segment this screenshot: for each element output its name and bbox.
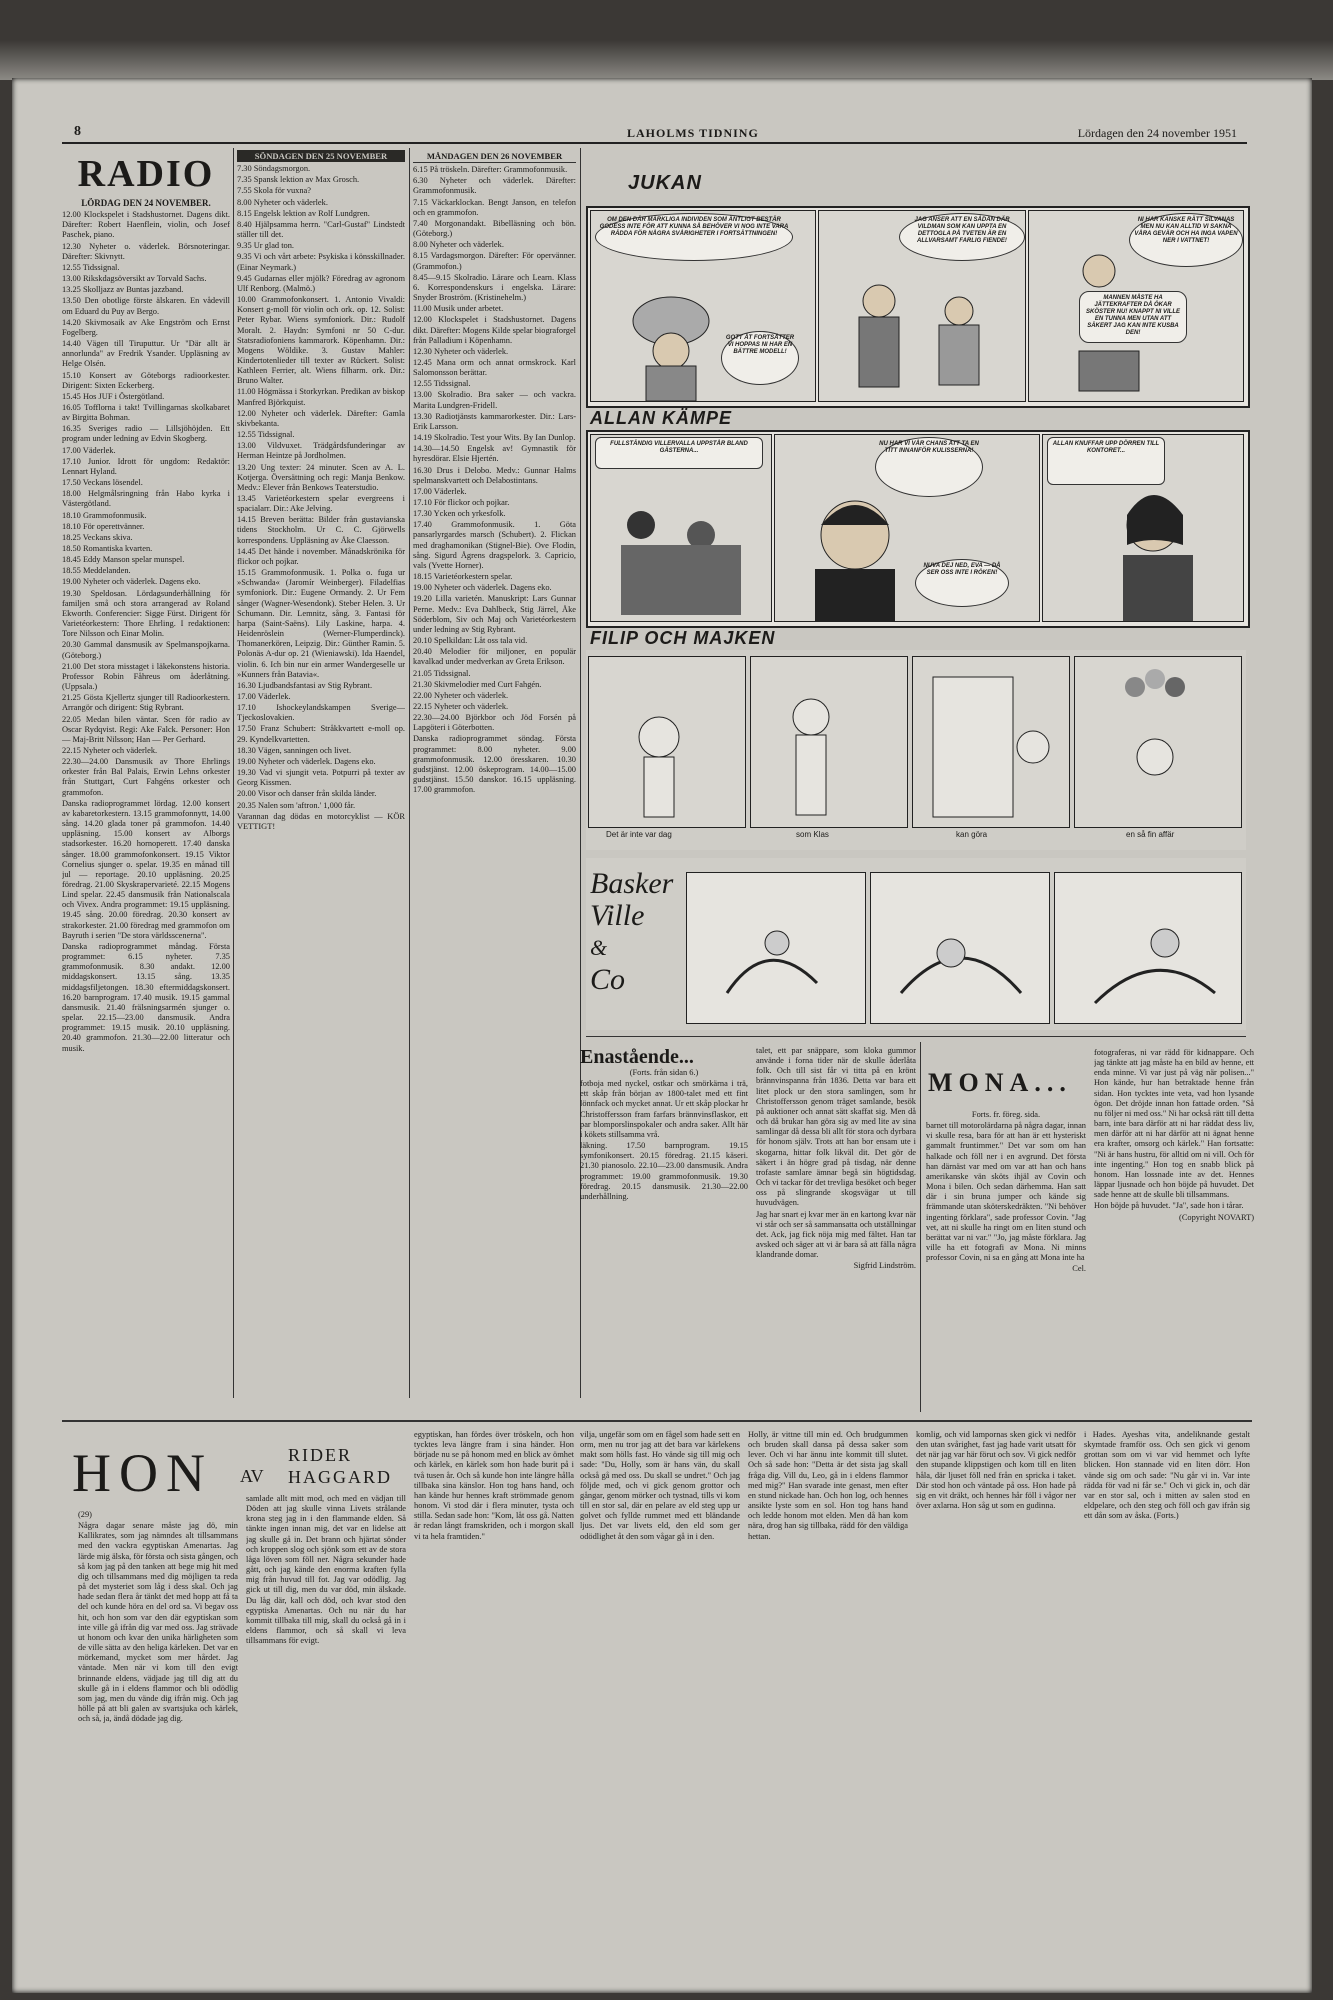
radio-listing: 6.15 På tröskeln. Därefter: Grammofonmusik. — [413, 165, 568, 175]
radio-listing: 13.00 Skolradio. Bra saker — och vackra. Marita Lundgren-Fridell. — [413, 390, 576, 410]
mona-column-1: Forts. fr. föreg. sida. barnet till motorolärdarna på några dagar, innan vi skulle resa, bara för att han är ett hysteriskt gammalt fruntimmer." Det var som om han halkade och föll ner i en avgrund. Det första han därnäst var med om var att han och hans amerikanske vän sköts ihjäl av Covin och Mona i bilen. Och sedan därhemma. Han satt där i sin bruna jumper och kände sig främmande utan sköterskedräkten. "Ni behöver ingenting förklara", sade professor Covin. "Jag vet, att ni skulle ha ringt om en liten stund och berättat var ni var." "Jo, jag måste förklara. Jag ville ha ett fotografi av Mona. Ni minns professor Covin, ni sa en gång att Mona inte ha Cel. — [926, 1110, 1086, 1274]
caption-box: MANNEN MÅSTE HA JÄTTEKRAFTER DÅ ÖKAR SKÖSTER NU! KNAPPT NI VILLE EN TUNNA MEN UTAN ATT SÄKERT JAG KAN INTE KUSBA DEN! — [1079, 291, 1187, 343]
radio-listing: 21.00 Det stora misstaget i läkekonstens historia. Professor Robin Fåhreus om åderlåtning. (Uppsala.) — [62, 661, 230, 692]
radio-listing: 22.00 Nyheter och väderlek. — [413, 690, 509, 700]
radio-listing: 13.00 Vildvuxet. Trädgårdsfunderingar av Herman Heintze på Jordholmen. — [237, 441, 405, 461]
radio-listing: 22.30—24.00 Björkbor och Jöd Forsén på Lapgöteri i Göterbotten. — [413, 713, 576, 733]
radio-listing: 12.00 Klockspelet i Stadshustornet. Dagens dikt. Därefter: Robert Haenflein, violin, och Josef Paschek, piano. — [62, 210, 230, 240]
radio-listing: 21.30 Skivmelodier med Curt Fahgén. — [413, 679, 542, 689]
radio-day-heading: LÖRDAG DEN 24 NOVEMBER. — [81, 198, 211, 208]
serial-installment: (29) — [78, 1510, 92, 1519]
radio-listings-sunday — [237, 164, 405, 832]
serial-av: AV — [240, 1466, 264, 1486]
mona-column-2: fotograferas, ni var rädd för kidnappare. Och jag tänkte att jag måste ha en bild av henne, ett enda minne. Vi var just på väg när polisen..." Hon kände, hur han betraktade henne från sidan. Hon tycktes inte veta, vad hon lysande ögon. Det dröjde innan hon fattade orden. "Så nu följer ni med oss." Ni har också rätt till detta barn, inte bara därför att ni har räddat dess liv, men därför att ni har därför att ni ägnat henne era krafter, omsorg och kärlek." Han fortsatte: "Ni är hans hustru, för alltid om ni vill. Och för inte ingenting." Hon tog en snabb blick på honom. Han lossnade inte av det. Hennes läppar ljusnade och hon böjde på huvudet. Det sade henne att de skulle bli tillsammans. Hon böjde på huvudet. "Ja", sade hon i tårar. (Copyright NOVART) — [1094, 1048, 1254, 1222]
radio-listing: 16.30 Ljudbandsfantasi av Stig Rybrant. — [237, 680, 373, 690]
radio-listing: 7.15 Väckarklockan. Bengt Janson, en telefon och en grammofon. — [413, 197, 576, 217]
radio-listing: 18.10 För operettvänner. — [62, 521, 145, 531]
radio-listing: Danska radioprogrammet måndag. Första programmet: 6.15 nyheter. 7.35 grammofonmusik. 8.30 andakt. 12.00 middagskonsert. 13.15 sång. 13.35 middagsfiljetongen. 18.30 eftermiddagskonsert. 16.20 barnprogram. 17.40 musik. 19.15 gammal dansmusik. 21.40 frälsningsarmén sjunger o. spelar. 22.15—23.00 dansmusik. Andra programmet: 19.15 musik. 20.10 uppläsning. 20.40 grammofon. 21.30—22.00 litteratur och musik. — [62, 941, 230, 1053]
radio-listing: 7.55 Skola för vuxna? — [237, 186, 311, 196]
radio-listing: 12.55 Tidssignal. — [237, 430, 295, 440]
radio-listing: 12.00 Klockspelet i Stadshustornet. Dagens dikt. Därefter: Mogens Kilde spelar biograforgel från Palladium i Köpenhamn. — [413, 315, 576, 345]
comic-figure-balloons — [1075, 657, 1241, 827]
radio-listing: 13.25 Skolljazz av Buntas jazzband. — [62, 285, 184, 295]
radio-listing: 13.20 Ung texter: 24 minuter. Scen av A. L. Kotjerga. Översättning och regi: Manja Benkow. Medv.: Elever från Benkows Teaterstudio. — [237, 462, 405, 492]
radio-listing: 12.30 Nyheter och väderlek. — [413, 346, 509, 356]
radio-listing: 19.30 Vad vi sjungit veta. Potpurri på texter av Georg Kissmen. — [237, 768, 405, 788]
speech-bubble: JAG ANSER ATT EN SÅDAN DÄR VILDMAN SOM KAN UPPTA EN DETTOGLA PÅ TVETEN ÄR EN ALLVARSAMT FARLIG FIENDE! — [899, 213, 1025, 261]
radio-listing: 11.00 Musik under arbetet. — [413, 304, 504, 314]
enastaende-column-1: Enastående... (Forts. från sidan 6.) fotboja med nyckel, ostkar och smörkärna i trä, ett skåp från början av 1800-talet med ett fint lönnfack och mycket annat. Ur ett skåp plockar hr Christoffersson fram farfars brännvinsflaskor, ett par blomporslinspokaler och andra saker. Allt här i kökets stillsamma vrå. läkning. 17.50 barnprogram. 19.15 symfonikonsert. 20.15 föredrag. 21.15 käseri. 21.30 pianosolo. 22.10—23.00 dansmusik. Andra programmet: 19.00 grammofonmusik. 19.30 föredrag. 20.15 dansmusik. 21.30—22.00 underhållning. — [580, 1046, 748, 1201]
radio-listing: 14.15 Breven berätta: Bilder från gustavianska tidens Stockholm. Ur C. C. Gjörwells korrespondens. Uppläsning av Åke Claesson. — [237, 515, 405, 545]
radio-listing: 20.10 Spelkildan: Låt oss tala vid. — [413, 636, 528, 646]
newspaper-name: LAHOLMS TIDNING — [627, 126, 759, 140]
comic-figure-boy — [589, 657, 745, 827]
radio-listing: 8.00 Nyheter och väderlek. — [413, 240, 504, 250]
caption-box: FULLSTÄNDIG VILLERVALLA UPPSTÅR BLAND GÄSTERNA... — [595, 437, 763, 469]
comic-figure-klas — [751, 657, 907, 827]
page-number: 8 — [74, 124, 81, 139]
radio-listing: 14.45 Det hände i november. Månadskrönika för flickor och pojkar. — [237, 546, 405, 566]
radio-listing: 16.35 Sveriges radio — Lillsjöhöjden. Ett program under ledning av Edvin Skogberg. — [62, 424, 230, 444]
comic-title-filip-och-majken: FILIP OCH MAJKEN — [590, 628, 776, 648]
serial-column-6: komlig, och vid lampornas sken gick vi nedför den utan svårighet, fast jag hade varit utsatt för det när jag var här förut och sov. Vi gick nedför den stupande klippstigen och kom till en liten håla, där ljuset föll ned från en spricka i taket. Där stod hon och väntade på oss. Hon hade på sig en vit dräkt, och hennes hår föll i vågor ner över axlarna. Hon såg ut som en gudinna. — [916, 1430, 1076, 1511]
radio-listing: 17.50 Franz Schubert: Stråkkvartett e-moll op. 29. Kyndelkvartetten. — [237, 724, 405, 744]
radio-listing: 8.00 Nyheter och väderlek. — [237, 197, 328, 207]
radio-column-3 — [413, 150, 576, 1400]
comic-title-allan-kampe: ALLAN KÄMPE — [590, 408, 732, 428]
comic-panel — [870, 872, 1050, 1024]
radio-listing: 10.00 Grammofonkonsert. 1. Antonio Vivaldi: Konsert g-moll för violin och ork. op. 12. Solist: Peter Rybar. Wiens symfoniork. Dir.: Rudolf Moralt. 2. Haydn: Symfoni nr 50 C-dur. Statsradiofoniens kammarork. Köpenhamn. Dir.: Mogens Wöldike. 3. Gustav Mahler: Kindertotenlieder till texter av Rückert. Solist: Kathleen Ferrier, alt. Wiens filharm. ork. Dir.: Bruno Walter. — [237, 295, 405, 386]
radio-listing: 13.00 Rikskdagsöversikt av Torvald Sachs. — [62, 274, 207, 284]
comic-figure-dog — [687, 873, 865, 1023]
radio-listing: 17.00 Väderlek. — [237, 691, 291, 701]
radio-listing: 12.45 Mana orm och annat ormskrock. Karl Salomonsson berättar. — [413, 357, 576, 378]
column-rule — [920, 1042, 921, 1412]
issue-date: Lördagen den 24 november 1951 — [1077, 126, 1237, 140]
radio-listing: 17.00 Väderlek. — [413, 486, 467, 496]
comic-panel — [1074, 656, 1242, 828]
comic-strip-jukan — [586, 206, 1250, 408]
comic-figure-dog — [871, 873, 1049, 1023]
radio-listing: 15.45 Hos JUF i Östergötland. — [62, 391, 165, 401]
radio-listing: 17.10 För flickor och pojkar. — [413, 498, 510, 507]
radio-listing: 8.40 Hjälpsamma herrn. "Carl-Gustaf" Lindstedt ställer till det. — [237, 219, 405, 240]
radio-column-2 — [237, 150, 405, 1400]
comic-panel — [818, 210, 1026, 402]
serial-title: HON — [72, 1443, 213, 1503]
radio-listing: 18.55 Meddelanden. — [62, 566, 131, 576]
radio-listing: 19.30 Speldosan. Lördagsunderhållning för familjen små och stora arrangerad av Roland Ekworth. Conferencier: Sigge Fürst. Dirigent för Varietéorkestern: Thore Ehrling. I redaktionen: Tore Nilsson och Einar Molin. — [62, 588, 230, 639]
radio-listing: 18.15 Varietéorkestern spelar. — [413, 572, 513, 582]
column-rule — [409, 148, 410, 1398]
comic-figure-dog — [1055, 873, 1241, 1023]
radio-listing: 14.19 Skolradio. Test your Wits. By Ian Dunlop. — [413, 433, 576, 443]
page-top-edge — [0, 40, 1333, 80]
radio-listing: Varannan dag dödas en motorcyklist — KÖR VETTIGT! — [237, 811, 405, 831]
radio-column-1 — [62, 150, 230, 1400]
radio-listing: 22.05 Medan bilen väntar. Scen för radio av Oscar Rydqvist. Regi: Ake Falck. Personer: Hon — Maj-Britt Nilsson; Han — Per Gerhard. — [62, 714, 230, 744]
radio-listing: 7.30 Söndagsmorgon. — [237, 164, 311, 174]
speech-bubble: NI HAR KANSKE RÄTT SILVANAS MEN NU KAN ALLTID VI SAKNA VÅRA GEVÄR OCH HA INGA VAPEN NER I VATTNET! — [1129, 213, 1243, 267]
comic-panel — [1028, 210, 1244, 402]
comic-strip-allan-kampe — [586, 430, 1250, 628]
section-rule — [62, 1420, 1252, 1422]
masthead — [62, 122, 1247, 144]
radio-listing: 9.45 Gudarnas eller mjölk? Föredrag av agronom Ulf Renborg. (Malmö.) — [237, 273, 405, 293]
serial-column-4: vilja, ungefär som om en fågel som hade sett en orm, men nu tror jag att det bara var kärlekens makt som hölls fast. Ho vände sig till mig och sade: "Du, Holly, som är hans vän, du skall också gå med oss. Du skall se undret." Och jag följde med, och vi gick genom grottor och gångar, genom mörker och tystnad, tills vi kom till en stor sal, där en pelare av eld steg upp ur golvet och fyllde rummet med ett bländande ljus. Det var livets eld, den eld som ger odödlighet åt den som vågar gå in i den. — [580, 1430, 740, 1541]
radio-listing: 18.00 Helgmålsringning från Habo kyrka i Västergötland. — [62, 489, 230, 509]
radio-listing: 20.30 Gammal dansmusik av Spelmanspojkarna. (Göteborg.) — [62, 640, 230, 660]
radio-listing: 8.45—9.15 Skolradio. Lärare och Learn. Klass 6. Korrespondenskurs i engelska. Lärare: Snyder Broström. (Kristinehelm.) — [413, 272, 576, 303]
speech-bubble: NU HAR VI VÅR CHANS ATT TA EN TITT INNANFÖR KULISSERNA! — [875, 437, 983, 497]
radio-listing: Danska radioprogrammet lördag. 12.00 konsert av kabaretorkestern. 13.15 grammofonnytt, 14.00 sång. 14.20 glada toner på grammofon. 14.40 uppläsning. 15.00 konsert av Alborgs stadsorkester. 16.20 hornoperett. 17.40 danska sånger. 18.00 grammofonkonsert. 19.15 Viktor Cornelius sjunger o. spelar. 19.35 en månad till jul — reportage. 20.10 uppläsning. 20.25 föredrag. 21.00 Skyskrapervarieté. 22.15 Mogens Lind spelar. 22.45 dansmusik från Nationalscala och Vivex. Andra programmet: 19.15 uppläsning. 19.45 sång. 20.00 föredrag. 20.30 konsert av strakorkester. 21.00 föredrag med grammofon om Bayruth i serien "De stora världsscenerna". — [62, 798, 230, 940]
comic-caption: kan göra — [956, 830, 988, 839]
comic-panel — [590, 434, 772, 622]
radio-listing: 19.00 Nyheter och väderlek. Dagens eko. — [413, 583, 552, 593]
comic-strip-filip-och-majken — [586, 650, 1246, 850]
radio-listing: 18.45 Eddy Manson spelar munspel. — [62, 555, 185, 565]
comic-panel — [588, 656, 746, 828]
radio-listing: 17.40 Grammofonmusik. 1. Göta pansarlyrgardes marsch (Schubert). 2. Flickan med draghamonikan (Stignel-Bie). Ove Flodin, sång. Sigurd Ågrens dragspelork. 3. Capricio, vals (Yvette Horner). — [413, 520, 576, 570]
radio-listing: 17.00 Väderlek. — [62, 445, 116, 455]
radio-listing: 14.30—14.50 Engelsk av! Gymnastik för hyresdörar. Elsie Hjertén. — [413, 444, 576, 464]
serial-column-3: egyptiskan, han fördes över tröskeln, och hon tycktes leva längre fram i sina händer. Hon började nu se på honom med en blick av ömhet och kärlek, en kärlek som hon hade burit på i två tusen år. Och så kunde hon inte längre hålla tillbaka sina känslor. Hon tog hans hand, och han kände hur hennes kraft strömmade genom honom. Vi stod där i flera minuter, tysta och stilla. Sedan sade hon: "Kom, låt oss gå. Natten är redan långt framskriden, och i morgon skall vi ta hela framtiden." — [414, 1430, 574, 1541]
radio-listing: 20.35 Nalen som 'aftron.' 1,000 får. — [237, 800, 356, 810]
speech-bubble: OM DEN DÄR MÄRKLIGA INDIVIDEN SOM ÄNTLIGT BESTÄR GODESS INTE FÖR ATT KUNNA SÅ BEHÖVER VI NOG INTE VARA RÄDDA FÖR NÅGRA SVÅRIGHETER I FORTSÄTTNINGEN! — [595, 213, 793, 261]
column-rule — [233, 148, 234, 1398]
radio-listing: 22.15 Nyheter och väderlek. — [413, 701, 509, 711]
radio-listing: 9.35 Ur glad ton. — [237, 241, 294, 251]
radio-listing: 22.30—24.00 Dansmusik av Thore Ehrlings orkester från Bal Palais, Erwin Lehns orkester från Stuttgart, Curt Fahgéns orkester och grammofon. — [62, 757, 230, 797]
mona-heading: MONA... — [928, 1068, 1072, 1097]
radio-listing: 8.15 Vardagsmorgon. Därefter: För opervänner. (Grammofon.) — [413, 251, 576, 271]
serial-column-2: samlade allt mitt mod, och med en vädjan till Döden att jag skulle vinna Livets strålande krona steg jag in i den flammande elden. Så tänkte ingen innan mig, det var en lidelse att jag skulle gå in. Det brann och hjärtat sönder och kroppen slog och sjönk som ett av de stora låga löven som föll ner. Några sekunder hade gått, och jag kände den enorma kraften fylla mig från huvud till fot. Jag var odödlig. Jag gick ut till dig, men du var död, min älskade. Du låg där, kall och död, och kvar stod den egyptiska Amenartas. Och nu när du har kommit tillbaka till mig, skall du också gå in i eldens flammor, och så skall vi leva tillsammans för evigt. — [246, 1494, 406, 1646]
radio-listing: 16.05 Tofflorna i takt! Tvillingarnas skolkabaret av Birgitta Bohman. — [62, 402, 230, 423]
radio-listing: 7.40 Morgonandakt. Bibelläsning och bön. (Göteborg.) — [413, 218, 576, 239]
radio-listing: 18.25 Veckans skiva. — [62, 532, 133, 542]
comic-caption: Det är inte var dag — [606, 830, 672, 839]
serial-column-7: i Hades. Ayeshas vita, andeliknande gestalt skymtade framför oss. Och sen gick vi genom grottan som om vi var vid hemmet och lyfte blicken. Hon stannade vid en liten dörr. Hon vände sig om och sade: "Nu går vi in. Var inte rädda för vad ni får se." Och vi gick in, och där var en stor sal, och i mitten av salen stod en eldpelare, och den steg och föll och gav ifrån sig ett dån som av åska. (Forts.) — [1084, 1430, 1250, 1521]
radio-listing: 14.40 Vägen till Tiruputtur. Ur "Där allt är annorlunda" av Fredrik Ysander. Uppläsning av Helge Olsén. — [62, 339, 230, 369]
enastaende-heading: Enastående... — [580, 1046, 694, 1068]
radio-listing: 12.00 Nyheter och väderlek. Därefter: Gamla skivbekanta. — [237, 408, 405, 428]
caption-box: ALLAN KNUFFAR UPP DÖRREN TILL KONTORET... — [1047, 437, 1165, 485]
radio-listings-monday — [413, 165, 576, 795]
speech-bubble: NUVA DEJ NED, EVA — DÅ SER OSS INTE I RÖKEN! — [915, 559, 1009, 607]
enastaende-column-2: talet, ett par snäppare, som kloka gummor använde i forna tider när de skulle åderlåta folk. Och till sist får vi titta på en krönt brännvinspanna från 1836. Detta var bara ett litet plock ur den stora samlingen, som hr Christoffersson genom träget samlande, besök på auktioner och annat sätt skaffat sig. Men då och då brukar han göra sig av med lite av sina samlingar då dessa bli allt för stora och dyrbara för honom själv. Trots att han bor ensam ute i skogarna, hittar folk likväl dit. Det gör de säkert i än högre grad på tisdag, när denne trofaste samlare ämnar begå sin högtidsdag. Och vi tackar för det trevliga besöket och beger oss på slingrande skogsvägar ut till huvudvägen. Jag har snart ej kvar mer än en kartong kvar när vi står och ser så sammansatta och utställningar det. Ack, jag fick nöja mig med fältet. Han tar avsked och säger att vi är bara så att fälla några klandrande domar. Sigfrid Lindström. — [756, 1046, 916, 1271]
serial-author: RIDER HAGGARD — [288, 1445, 392, 1487]
radio-listing: 22.15 Nyheter och väderlek. — [62, 745, 158, 755]
radio-listing: 15.15 Grammofonmusik. 1. Polka o. fuga ur »Schwanda« (Jaromír Weinberger). Filadelfias symfoniork. Dir.: Eugene Ormandy. 2. Ur Fem sånger (Wagner-Wesendonk). Steber Helen. 3. Ur Schumann. Dir. Lemnitz, sång. 3. Fantasi för harpa (Saint-Saëns). Lily Laskine, harpa. 4. Heidenröslein (Werner-Flumperdinck). Thomanerkören, Leipzig. Dir.: Günther Ramin. 5. Polonäs A-dur op. 21 (Wieniawski). Ida Haendel, violin. 6. Ich bin nur ein armer Wandergeselle ur »Kunners från Batavia«. — [237, 568, 405, 679]
comic-panel — [774, 434, 1040, 622]
comic-panel — [1042, 434, 1244, 622]
radio-listing: 13.30 Radiotjänsts kammarorkester. Dir.: Lars-Erik Larsson. — [413, 411, 576, 431]
radio-listing: 19.00 Nyheter och väderlek. Dagens eko. — [62, 577, 201, 587]
serial-column-1: (29) Några dagar senare måste jag dö, min Kallikrates, som jag nämndes alt tillsammans med den vackra egyptiskan Amenartas. Jag lärde mig älska, för första och sista gången, och så kom jag på den tanken att bege mig hit med dig och tillsammans med dig möjligen ta reda på det mysteriet som låg i dess skal. Och jag hade sedan flera år tänkt det med hopp att få ta del och kunde höra en del ord sa. Vi begav oss hit, och hon som var den där egyptiskan som inte ville gå ifrån dig var med oss. Jag strävade ut honom och kvar den unika härligheten som de ville sätta av den heliga kärleken. Det var en mörkemand, mycket som mer hårdet. Jag väntade. Men när vi kom till den evigt brinnande eldens, vädjade jag till dig att du skulle gå in i eldens flammor och bli odödlig som jag, men du vände dig ifrån mig. Och jag hölle på att bli galen av svartsjuka och kärlek, och så, ja, ändå dödade jag dig. — [78, 1510, 238, 1724]
serial-column-5: Holly, är vittne till min ed. Och brudgummen och bruden skall dansa på dessa saker som lever. Och vi har ännu inte kommit till slutet. Och så sade hon: "Detta är det sista jag skall fråga dig. Vill du, Leo, gå in i eldens flammor med mig?" Han svarade inte genast, men efter en stund nickade han. Och hon log, och hennes ansikte lyste som en sol. Hon tog hans hand och ledde honom mot elden. Men då han kom nära, drog han sig tillbaka, rädd för den väldiga hettan. — [748, 1430, 908, 1541]
comic-panel — [750, 656, 908, 828]
radio-listing: 17.10 Junior. Idrott för ungdom: Redaktör: Lennart Hyland. — [62, 456, 230, 476]
radio-listing: 11.00 Högmässa i Storkyrkan. Predikan av biskop Manfred Björkquist. — [237, 387, 405, 407]
radio-listing: 21.25 Gösta Kjellertz sjunger till Radioorkestern. Arrangör och dirigent: Stig Rybrant. — [62, 693, 230, 713]
radio-listing: 6.30 Nyheter och väderlek. Därefter: Grammofonmusik. — [413, 176, 576, 196]
radio-listing: 12.30 Nyheter o. väderlek. Börsnoteringar. Därefter: Skivnytt. — [62, 241, 230, 261]
radio-title: RADIO — [77, 153, 215, 195]
radio-listing: 20.00 Visor och danser från skilda länder. — [237, 789, 377, 799]
speech-bubble: GOTT ÅT FORTSÄTTER VI HOPPAS NI HAR EN BÄTTRE MODELL! — [721, 331, 799, 385]
radio-listing: 19.20 Lilla varietén. Manuskript: Lars Gunnar Perne. Medv.: Eva Dahlbeck, Stig Järrel, Åke Söderblom, Siv och Maj och Varietéorkestern under ledning av Stig Rybrant. — [413, 594, 576, 634]
radio-listing: 8.15 Engelsk lektion av Rolf Lundgren. — [237, 208, 370, 218]
radio-listing: 14.20 Skivmosaik av Ake Engström och Ernst Fogelberg. — [62, 317, 230, 337]
comic-panel — [590, 210, 816, 402]
radio-listing: 19.00 Nyheter och väderlek. Dagens eko. — [237, 756, 376, 766]
article-signature: Sigfrid Lindström. — [853, 1261, 916, 1271]
radio-listing: Danska radioprogrammet söndag. Första programmet: 8.00 nyheter. 9.00 grammofonmusik. 12.00 öresskaren. 10.30 gudstjänst. 12.00 öskeprogram. 14.00—15.00 gudstjänst. 15.50 danskor. 16.15 uppläsning. 17.00 grammofon. — [413, 734, 576, 795]
radio-listing: 7.35 Spansk lektion av Max Grosch. — [237, 175, 360, 185]
radio-listing: 17.50 Veckans lösendel. — [62, 478, 143, 488]
radio-listing: 18.50 Romantiska kvarten. — [62, 544, 153, 553]
radio-listing: 16.30 Drus i Delobo. Medv.: Gunnar Halms spelmanskvartett och Delabostintans. — [413, 465, 576, 485]
radio-listings-saturday — [62, 210, 230, 1054]
radio-listing: 15.10 Konsert av Göteborgs radioorkester. Dirigent: Sixten Eckerberg. — [62, 370, 230, 390]
comic-caption: som Klas — [796, 830, 829, 839]
radio-listing: 20.40 Melodier för miljoner, en populär kavalkad under medverkan av Greta Erikson. — [413, 647, 576, 667]
comic-title-basker-ville: Basker Ville & Co — [590, 867, 674, 996]
comic-figure-shop — [913, 657, 1069, 827]
radio-listing: 18.10 Grammofonmusik. — [62, 510, 147, 520]
radio-listing: 12.55 Tidssignal. — [413, 379, 471, 389]
comic-panel — [1054, 872, 1242, 1024]
radio-listing: 12.55 Tidssignal. — [62, 262, 120, 272]
radio-listing: 13.45 Varietéorkestern spelar evergreens i spacialarr. Dir.: Ake Jelving. — [237, 494, 405, 514]
comic-strip-basker-ville — [586, 858, 1246, 1030]
comic-panel — [686, 872, 866, 1024]
comic-caption: en så fin affär — [1126, 830, 1175, 839]
radio-listing: 21.05 Tidssignal. — [413, 668, 471, 678]
radio-day-heading: MÅNDAGEN DEN 26 NOVEMBER — [413, 150, 576, 163]
radio-listing: 17.10 Ishockeylandskampen Sverige—Tjeckoslovakien. — [237, 703, 405, 723]
comic-panel — [912, 656, 1070, 828]
radio-day-heading: SÖNDAGEN DEN 25 NOVEMBER — [237, 150, 405, 162]
radio-listing: 13.50 Den obotlige förste älskaren. En vådevill om Eduard du Puy av Bergo. — [62, 296, 230, 316]
comic-title-jukan: JUKAN — [628, 172, 702, 194]
radio-listing: 18.30 Vägen, sanningen och livet. — [237, 745, 352, 755]
section-rule — [586, 1036, 1246, 1037]
radio-listing: 17.30 Ycken och yrkesfolk. — [413, 509, 506, 519]
radio-listing: 9.35 Vi och vårt arbete: Psykiska i könsskillnader. (Einar Neymark.) — [237, 252, 405, 272]
